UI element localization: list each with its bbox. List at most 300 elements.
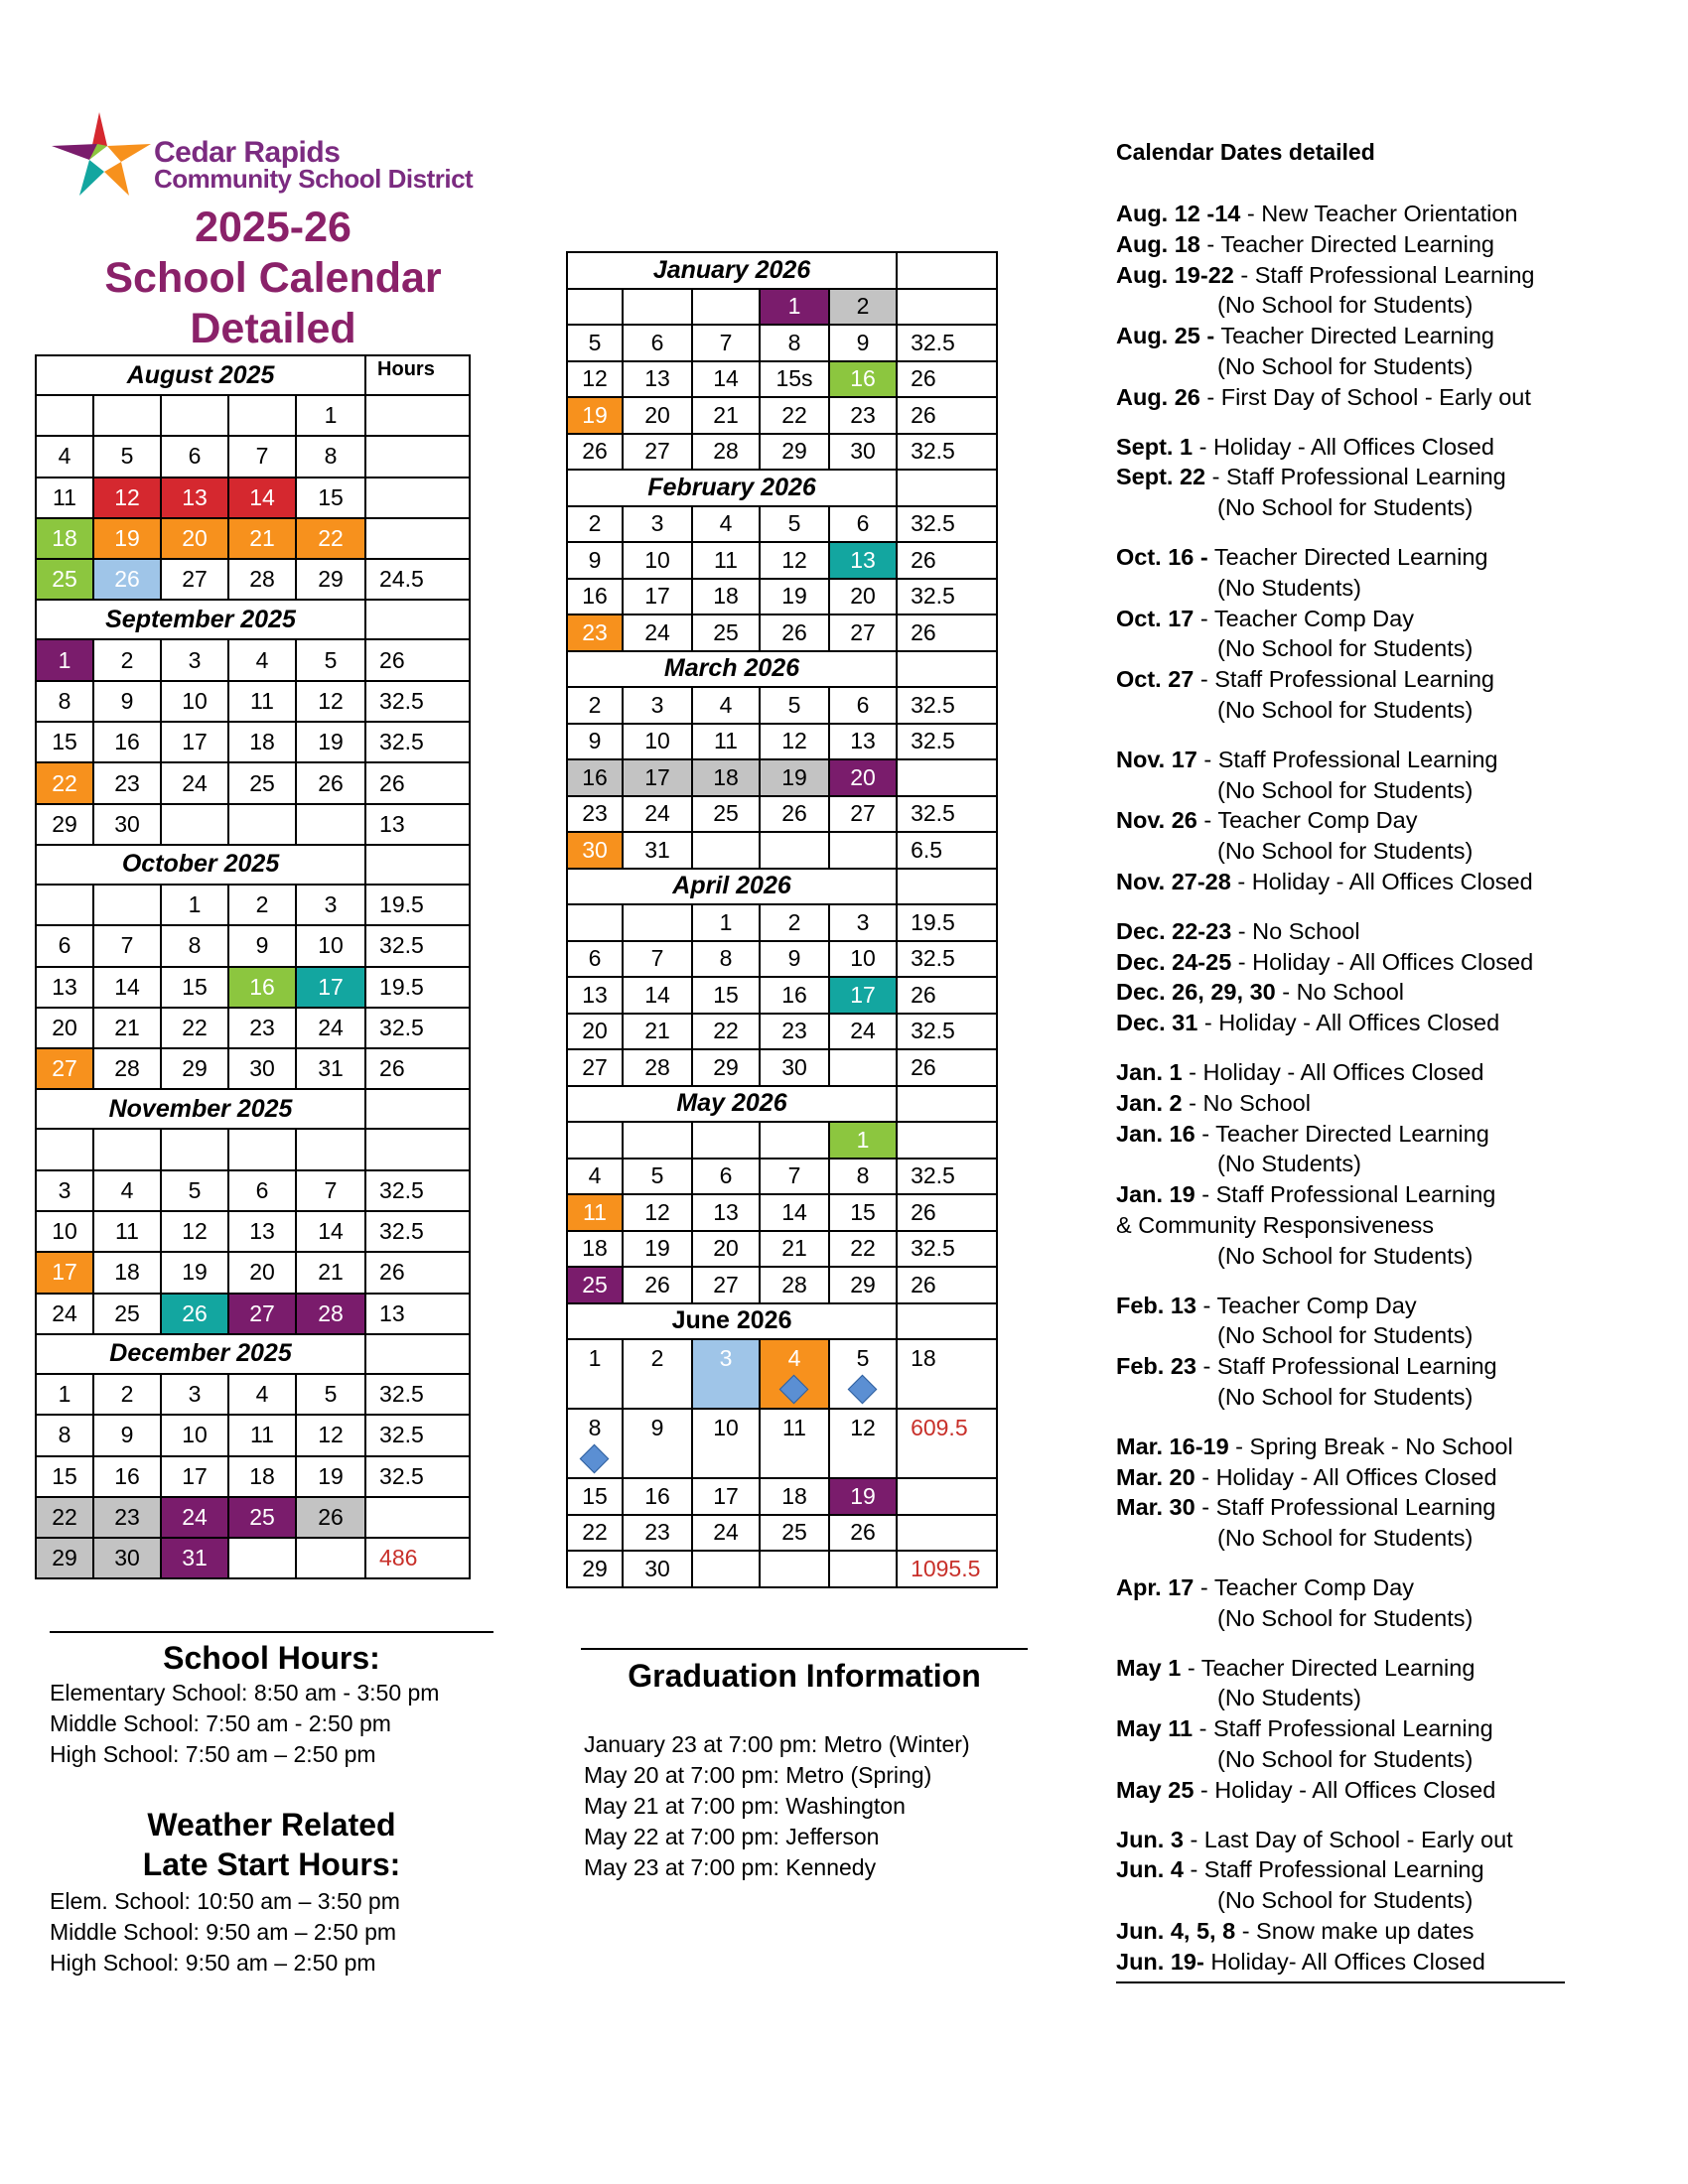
day-number: 24 [644, 618, 670, 645]
day-number: 24 [182, 769, 208, 796]
day-number: 4 [787, 1345, 801, 1371]
date-label: Nov. 26 [1116, 807, 1197, 834]
day-number: 15 [52, 729, 77, 755]
day-number: 12 [644, 1198, 670, 1225]
day-cell [760, 1014, 829, 1050]
day-cell [296, 395, 365, 436]
day-number: 25 [713, 618, 739, 645]
school-year: 2025-26 [195, 204, 352, 251]
hours-cell: 26 [897, 361, 997, 398]
date-description: Teacher Directed Learning [1214, 323, 1494, 349]
date-entry [1217, 1603, 1473, 1634]
day-number: 19 [318, 1462, 344, 1489]
date-description: - Teacher Comp Day [1196, 807, 1418, 834]
month-name: November 2025 [36, 1089, 365, 1129]
date-entry [1217, 1885, 1473, 1916]
day-number: 13 [249, 1218, 275, 1245]
day-number: 12 [318, 1422, 344, 1448]
date-description: (No School for Students) [1217, 1322, 1474, 1349]
day-cell [296, 1129, 365, 1169]
hours-cell: 32.5 [365, 1008, 470, 1048]
day-number: 30 [644, 1555, 670, 1581]
day-number: 15 [850, 1198, 876, 1225]
week-row [567, 361, 997, 398]
date-entry [1116, 805, 1417, 836]
date-entry [1217, 775, 1473, 806]
day-cell [228, 1294, 296, 1334]
date-description: - Spring Break - No School [1228, 1433, 1513, 1459]
day-number: 29 [52, 810, 77, 837]
week-row [567, 1515, 997, 1552]
day-number: 16 [114, 729, 140, 755]
date-entry [1116, 1088, 1311, 1119]
day-cell [692, 977, 760, 1014]
day-cell [692, 1049, 760, 1086]
date-description: - Holiday - All Offices Closed [1193, 433, 1494, 460]
day-cell [760, 1339, 829, 1409]
date-label: Feb. 13 [1116, 1292, 1196, 1318]
day-cell [623, 904, 692, 941]
day-cell [567, 1478, 623, 1515]
week-row [567, 796, 997, 833]
day-cell [760, 1478, 829, 1515]
day-number: 4 [588, 1162, 602, 1189]
date-entry [1116, 1947, 1485, 1978]
date-description: - Teacher Directed Learning [1199, 230, 1494, 257]
day-number: 13 [182, 483, 208, 510]
day-cell [93, 1538, 161, 1578]
date-entry [1116, 382, 1531, 413]
day-number: 7 [787, 1162, 801, 1189]
day-number: 31 [318, 1055, 344, 1082]
week-row [567, 506, 997, 543]
day-number: 10 [644, 546, 670, 573]
date-description: (No School for Students) [1217, 1384, 1474, 1410]
hours-cell: 6.5 [897, 832, 997, 869]
day-number: 28 [114, 1055, 140, 1082]
day-cell [567, 759, 623, 796]
day-cell [760, 1231, 829, 1268]
day-cell [93, 1497, 161, 1538]
hours-header-cell [897, 869, 997, 905]
week-row [567, 687, 997, 724]
day-number: 5 [120, 443, 134, 470]
hours-cell: 32.5 [897, 325, 997, 361]
week-row [36, 1497, 470, 1538]
day-cell [228, 478, 296, 518]
day-number: 20 [582, 1018, 608, 1044]
day-cell [829, 1049, 897, 1086]
date-entry [1116, 199, 1517, 229]
graduation-line: May 20 at 7:00 pm: Metro (Spring) [584, 1762, 932, 1788]
day-cell [829, 614, 897, 651]
day-number: 28 [249, 566, 275, 593]
day-cell [760, 759, 829, 796]
weather-line: Elem. School: 10:50 am – 3:50 pm [50, 1888, 400, 1914]
day-number: 1 [58, 1381, 71, 1408]
day-number: 5 [588, 329, 602, 355]
day-cell [760, 542, 829, 579]
day-number: 26 [781, 618, 807, 645]
day-cell [36, 518, 93, 559]
day-cell [760, 361, 829, 398]
day-number: 9 [650, 1415, 664, 1440]
day-cell [567, 941, 623, 978]
graduation-title: Graduation Information [628, 1658, 981, 1694]
day-number: 18 [582, 1235, 608, 1262]
day-number: 19 [318, 729, 344, 755]
day-number: 30 [114, 1545, 140, 1571]
day-number: 17 [850, 981, 876, 1008]
week-row [36, 1129, 470, 1169]
day-number: 13 [644, 365, 670, 392]
day-number: 7 [324, 1176, 338, 1203]
day-number: 16 [781, 981, 807, 1008]
hours-cell: 26 [365, 1048, 470, 1089]
hours-cell: 32.5 [365, 1456, 470, 1497]
week-row [567, 1231, 997, 1268]
day-number: 7 [120, 932, 134, 959]
day-number: 2 [588, 691, 602, 718]
hours-cell: 26 [897, 614, 997, 651]
day-cell [692, 1478, 760, 1515]
day-cell [567, 1231, 623, 1268]
day-cell [829, 434, 897, 471]
hours-cell [897, 759, 997, 796]
day-cell [829, 977, 897, 1014]
day-cell [228, 1374, 296, 1415]
month-header-row [36, 845, 470, 885]
day-cell [161, 1294, 228, 1334]
day-number: 11 [782, 1415, 806, 1440]
day-cell [623, 759, 692, 796]
day-number: 24 [52, 1299, 77, 1326]
day-number: 20 [52, 1015, 77, 1040]
day-number: 9 [588, 546, 602, 573]
day-number: 6 [588, 945, 602, 972]
date-entry [1116, 1432, 1513, 1462]
week-row [36, 1048, 470, 1089]
date-label: Jun. 4, 5, 8 [1116, 1918, 1236, 1944]
day-number: 26 [318, 769, 344, 796]
hours-cell: 32.5 [897, 434, 997, 471]
day-number: 8 [58, 1422, 71, 1448]
day-cell [829, 542, 897, 579]
day-cell [296, 925, 365, 966]
day-number: 13 [713, 1198, 739, 1225]
day-cell [296, 639, 365, 680]
day-cell [567, 1122, 623, 1159]
graduation-line: May 23 at 7:00 pm: Kennedy [584, 1854, 877, 1880]
day-cell [296, 1252, 365, 1293]
day-cell [829, 397, 897, 434]
day-number: 15 [582, 1482, 608, 1509]
date-label: Oct. 16 - [1116, 544, 1208, 570]
day-number: 11 [250, 687, 274, 714]
day-cell [296, 967, 365, 1008]
day-cell [692, 1409, 760, 1478]
week-row [567, 1159, 997, 1195]
month-name: September 2025 [36, 600, 365, 639]
date-label: Dec. 26, 29, 30 [1116, 979, 1276, 1006]
day-cell [829, 325, 897, 361]
day-number: 10 [850, 945, 876, 972]
hours-cell: 32.5 [897, 724, 997, 760]
day-cell [567, 1267, 623, 1303]
date-label: Jan. 19 [1116, 1181, 1196, 1208]
day-cell [623, 1231, 692, 1268]
hours-cell: 32.5 [897, 687, 997, 724]
hours-cell: 1095.5 [897, 1551, 997, 1587]
day-number: 22 [850, 1235, 876, 1262]
date-description: - Staff Professional Learning [1196, 746, 1498, 772]
day-number: 4 [58, 443, 71, 470]
day-cell [296, 1294, 365, 1334]
day-cell [760, 506, 829, 543]
day-cell [623, 1267, 692, 1303]
hours-header-cell [365, 845, 470, 885]
day-cell [228, 639, 296, 680]
day-cell [829, 1551, 897, 1587]
week-row [36, 681, 470, 722]
day-number: 6 [719, 1162, 733, 1189]
date-entry [1116, 664, 1494, 695]
month-name: May 2026 [567, 1086, 897, 1123]
calendar-heading [40, 203, 506, 354]
day-number: 16 [850, 365, 876, 392]
day-number: 11 [53, 483, 76, 510]
day-number: 3 [188, 646, 202, 673]
day-cell [36, 1294, 93, 1334]
day-cell [829, 1231, 897, 1268]
day-number: 21 [713, 401, 739, 428]
month-header-row [567, 651, 997, 688]
divider [1116, 1981, 1565, 1983]
day-number: 20 [713, 1235, 739, 1262]
day-number: 25 [713, 800, 739, 827]
date-description: (No School for Students) [1217, 635, 1474, 662]
day-number: 6 [856, 691, 870, 718]
day-cell [296, 722, 365, 762]
day-cell [36, 804, 93, 845]
hours-header-cell [897, 252, 997, 289]
day-cell [567, 1515, 623, 1552]
day-number: 2 [650, 1345, 664, 1371]
date-description: - Holiday - All Offices Closed [1182, 1059, 1484, 1085]
day-number: 17 [644, 583, 670, 610]
day-cell [829, 724, 897, 760]
day-cell [93, 1415, 161, 1455]
day-number: 18 [52, 525, 77, 552]
hours-header-cell [365, 600, 470, 639]
day-number: 17 [52, 1259, 77, 1286]
day-number: 3 [719, 1345, 733, 1371]
day-cell [228, 804, 296, 845]
day-cell [623, 1014, 692, 1050]
month-name: April 2026 [567, 869, 897, 905]
day-number: 12 [781, 546, 807, 573]
day-cell [567, 542, 623, 579]
day-cell [829, 759, 897, 796]
day-cell [829, 579, 897, 615]
date-description: (No Students) [1217, 1685, 1361, 1711]
right-calendar-table [566, 251, 998, 1588]
week-row [36, 1170, 470, 1211]
school-hours-line: High School: 7:50 am – 2:50 pm [50, 1741, 376, 1767]
day-number: 23 [249, 1015, 275, 1040]
date-label: Feb. 23 [1116, 1353, 1196, 1380]
day-cell [36, 967, 93, 1008]
day-cell [760, 1267, 829, 1303]
dates-detailed-title: Calendar Dates detailed [1116, 139, 1375, 165]
date-label: Aug. 18 [1116, 230, 1200, 257]
date-entry [1116, 867, 1533, 897]
day-cell [36, 639, 93, 680]
day-cell [692, 1551, 760, 1587]
date-description: (No School for Students) [1217, 494, 1474, 521]
day-number: 28 [318, 1299, 344, 1326]
day-cell [692, 1122, 760, 1159]
day-cell [161, 885, 228, 925]
day-cell [36, 1374, 93, 1415]
day-number: 14 [249, 483, 275, 510]
date-label: Aug. 25 - [1116, 323, 1215, 349]
day-number: 5 [188, 1176, 202, 1203]
day-cell [228, 1415, 296, 1455]
day-number: 13 [850, 546, 876, 573]
day-cell [93, 1211, 161, 1252]
day-number: 31 [182, 1545, 208, 1571]
day-number: 30 [582, 836, 608, 863]
day-cell [36, 722, 93, 762]
day-cell [296, 1211, 365, 1252]
week-row [567, 579, 997, 615]
day-number: 6 [255, 1176, 269, 1203]
day-number: 19 [850, 1482, 876, 1509]
day-cell [93, 1129, 161, 1169]
date-description: - Snow make up dates [1235, 1918, 1475, 1944]
day-cell [623, 1515, 692, 1552]
day-number: 15 [713, 981, 739, 1008]
day-number: 25 [582, 1271, 608, 1297]
day-number: 14 [114, 973, 140, 1000]
day-cell [692, 325, 760, 361]
hours-cell: 19.5 [897, 904, 997, 941]
day-number: 11 [583, 1198, 607, 1225]
date-entry [1116, 1057, 1484, 1088]
date-description: (No School for Students) [1217, 353, 1474, 379]
day-cell [228, 722, 296, 762]
date-label: Sept. 1 [1116, 433, 1194, 460]
day-number: 11 [250, 1422, 274, 1448]
day-cell [567, 1409, 623, 1478]
week-row [567, 1409, 997, 1478]
hours-cell [365, 436, 470, 477]
week-row [36, 1211, 470, 1252]
day-cell [93, 1374, 161, 1415]
date-entry [1217, 1683, 1361, 1713]
day-cell [161, 762, 228, 803]
week-row [36, 1456, 470, 1497]
day-cell [296, 1456, 365, 1497]
hours-cell [365, 395, 470, 436]
day-number: 25 [249, 769, 275, 796]
date-description: - Holiday - All Offices Closed [1197, 1010, 1500, 1036]
hours-cell: 32.5 [365, 722, 470, 762]
date-label: Dec. 22-23 [1116, 917, 1232, 944]
day-cell [567, 289, 623, 326]
date-entry [1116, 432, 1494, 463]
day-number: 4 [719, 691, 733, 718]
date-description: - Teacher Directed Learning [1181, 1654, 1476, 1681]
hours-cell: 32.5 [897, 941, 997, 978]
day-number: 29 [182, 1055, 208, 1082]
day-cell [36, 436, 93, 477]
day-number: 16 [582, 583, 608, 610]
day-cell [228, 1252, 296, 1293]
day-number: 8 [787, 329, 801, 355]
day-number: 21 [318, 1259, 344, 1286]
day-cell [760, 579, 829, 615]
week-row [567, 759, 997, 796]
day-cell [228, 1129, 296, 1169]
week-row [567, 542, 997, 579]
day-number: 10 [713, 1415, 739, 1440]
week-row [567, 434, 997, 471]
day-cell [623, 579, 692, 615]
date-description: - Last Day of School - Early out [1183, 1826, 1513, 1852]
day-number: 3 [650, 691, 664, 718]
day-cell [93, 395, 161, 436]
day-cell [296, 478, 365, 518]
day-number: 11 [115, 1218, 139, 1245]
hours-cell: 32.5 [365, 1415, 470, 1455]
day-number: 14 [713, 365, 739, 392]
day-number: 7 [719, 329, 733, 355]
day-number: 1 [324, 402, 338, 429]
hours-cell: 609.5 [897, 1409, 997, 1478]
logo-line-2: Community School District [154, 164, 474, 194]
day-cell [760, 434, 829, 471]
day-cell [93, 518, 161, 559]
day-cell [36, 478, 93, 518]
day-cell [567, 904, 623, 941]
day-cell [829, 289, 897, 326]
date-label: Jun. 19- [1116, 1948, 1204, 1975]
day-cell [296, 1497, 365, 1538]
date-entry [1116, 1119, 1489, 1150]
day-number: 8 [324, 443, 338, 470]
day-number: 6 [188, 443, 202, 470]
day-cell [93, 1048, 161, 1089]
day-cell [296, 1170, 365, 1211]
week-row [36, 1374, 470, 1415]
month-header-row [36, 1089, 470, 1129]
day-cell [228, 1170, 296, 1211]
date-entry [1217, 1149, 1361, 1179]
day-number: 15 [182, 973, 208, 1000]
date-description: (No School for Students) [1217, 1525, 1474, 1552]
day-number: 9 [856, 329, 870, 355]
day-cell [623, 1122, 692, 1159]
month-header-row [567, 1086, 997, 1123]
day-cell [623, 1159, 692, 1195]
week-row [36, 885, 470, 925]
day-number: 6 [856, 510, 870, 537]
day-cell [623, 289, 692, 326]
day-number: 24 [713, 1519, 739, 1546]
day-cell [760, 832, 829, 869]
